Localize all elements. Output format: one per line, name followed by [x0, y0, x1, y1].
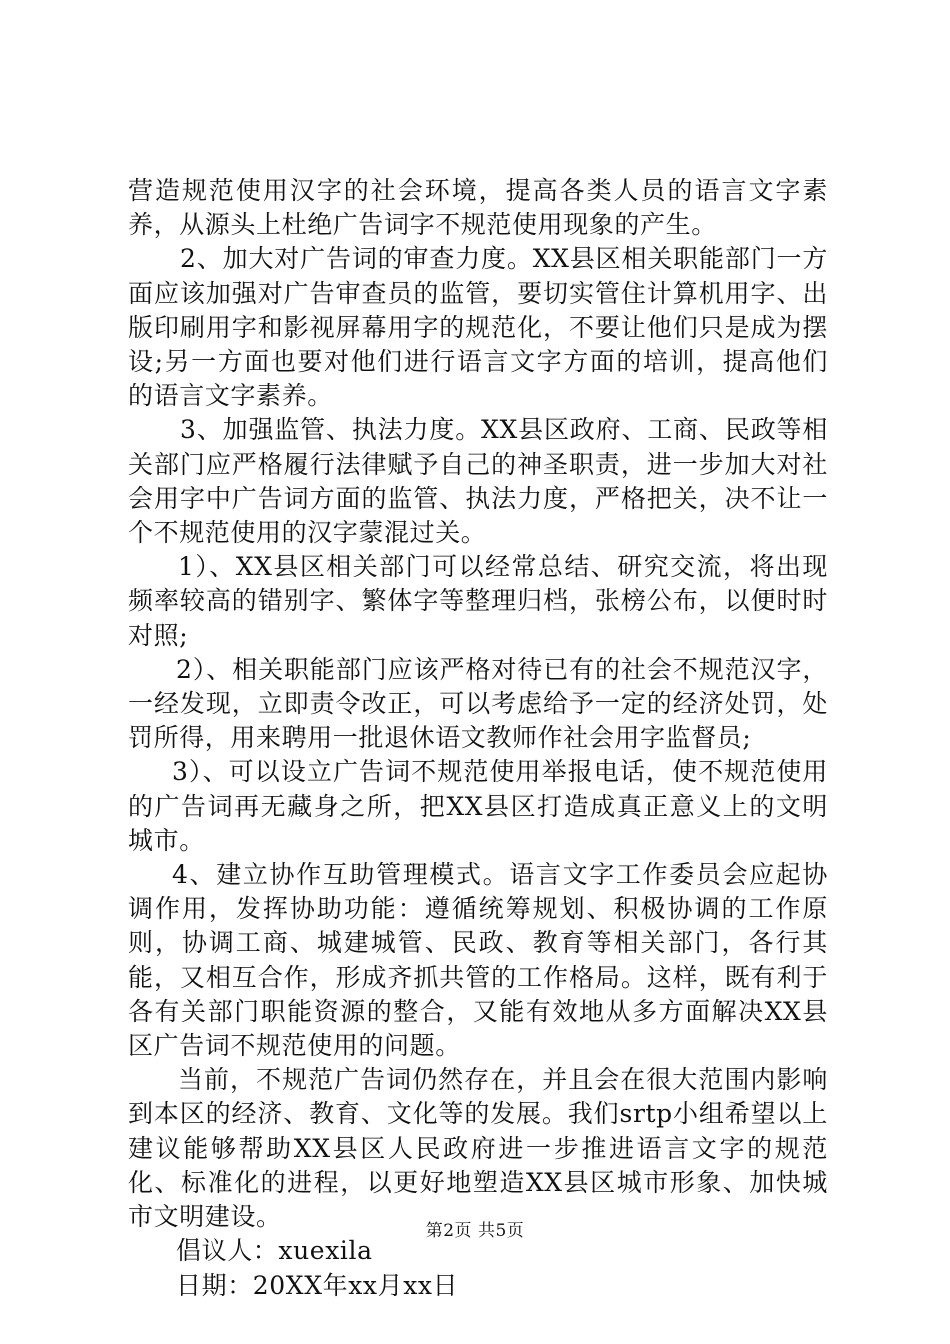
document-body [128, 174, 828, 1303]
paragraph-point-3: 3、加强监管、执法力度。XX县区政府、工商、民政等相关部门应严格履行法律赋予自己的神圣职责，进一步加大对社会用字中广告词方面的监管、执法力度，严格把关，决不让一个不规范使用的汉字蒙混过关。 [128, 415, 828, 548]
paragraph-subpoint-1: 1）、XX县区相关部门可以经常总结、研究交流，将出现频率较高的错别字、繁体字等整理归档，张榜公布，以便时时对照; [128, 552, 828, 650]
paragraph-conclusion: 当前，不规范广告词仍然存在，并且会在很大范围内影响到本区的经济、教育、文化等的发展。我们srtp小组希望以上建议能够帮助XX县区人民政府进一步推进语言文字的规范化、标准化的进程，以更好地塑造XX县区城市形象、加快城市文明建设。 [128, 1065, 828, 1232]
proposer-line: 倡议人：xuexila [176, 1236, 373, 1266]
paragraph-subpoint-3: 3）、可以设立广告词不规范使用举报电话，使不规范使用的广告词再无藏身之所，把XX县区打造成真正意义上的文明城市。 [128, 757, 828, 855]
paragraph-point-2: 2、加大对广告词的审查力度。XX县区相关职能部门一方面应该加强对广告审查员的监管，要切实管住计算机用字、出版印刷用字和影视屏幕用字的规范化，不要让他们只是成为摆设;另一方面也要对他们进行语言文字方面的培训，提高他们的语言文字素养。 [128, 244, 828, 411]
paragraph-point-4: 4、建立协作互助管理模式。语言文字工作委员会应起协调作用，发挥协助功能：遵循统筹规划、积极协调的工作原则，协调工商、城建城管、民政、教育等相关部门，各行其能，又相互合作，形成齐抓共管的工作格局。这样，既有利于各有关部门职能资源的整合，又能有效地从多方面解决XX县区广告词不规范使用的问题。 [128, 860, 828, 1061]
paragraph-subpoint-2: 2）、相关职能部门应该严格对待已有的社会不规范汉字，一经发现，立即责令改正，可以考虑给予一定的经济处罚，处罚所得，用来聘用一批退休语文教师作社会用字监督员; [128, 654, 828, 753]
date-line: 日期：20XX年xx月xx日 [176, 1270, 459, 1300]
page-number-footer: 第2页 共5页 [425, 1221, 525, 1241]
paragraph-intro: 营造规范使用汉字的社会环境，提高各类人员的语言文字素养，从源头上杜绝广告词字不规范使用现象的产生。 [128, 176, 828, 240]
